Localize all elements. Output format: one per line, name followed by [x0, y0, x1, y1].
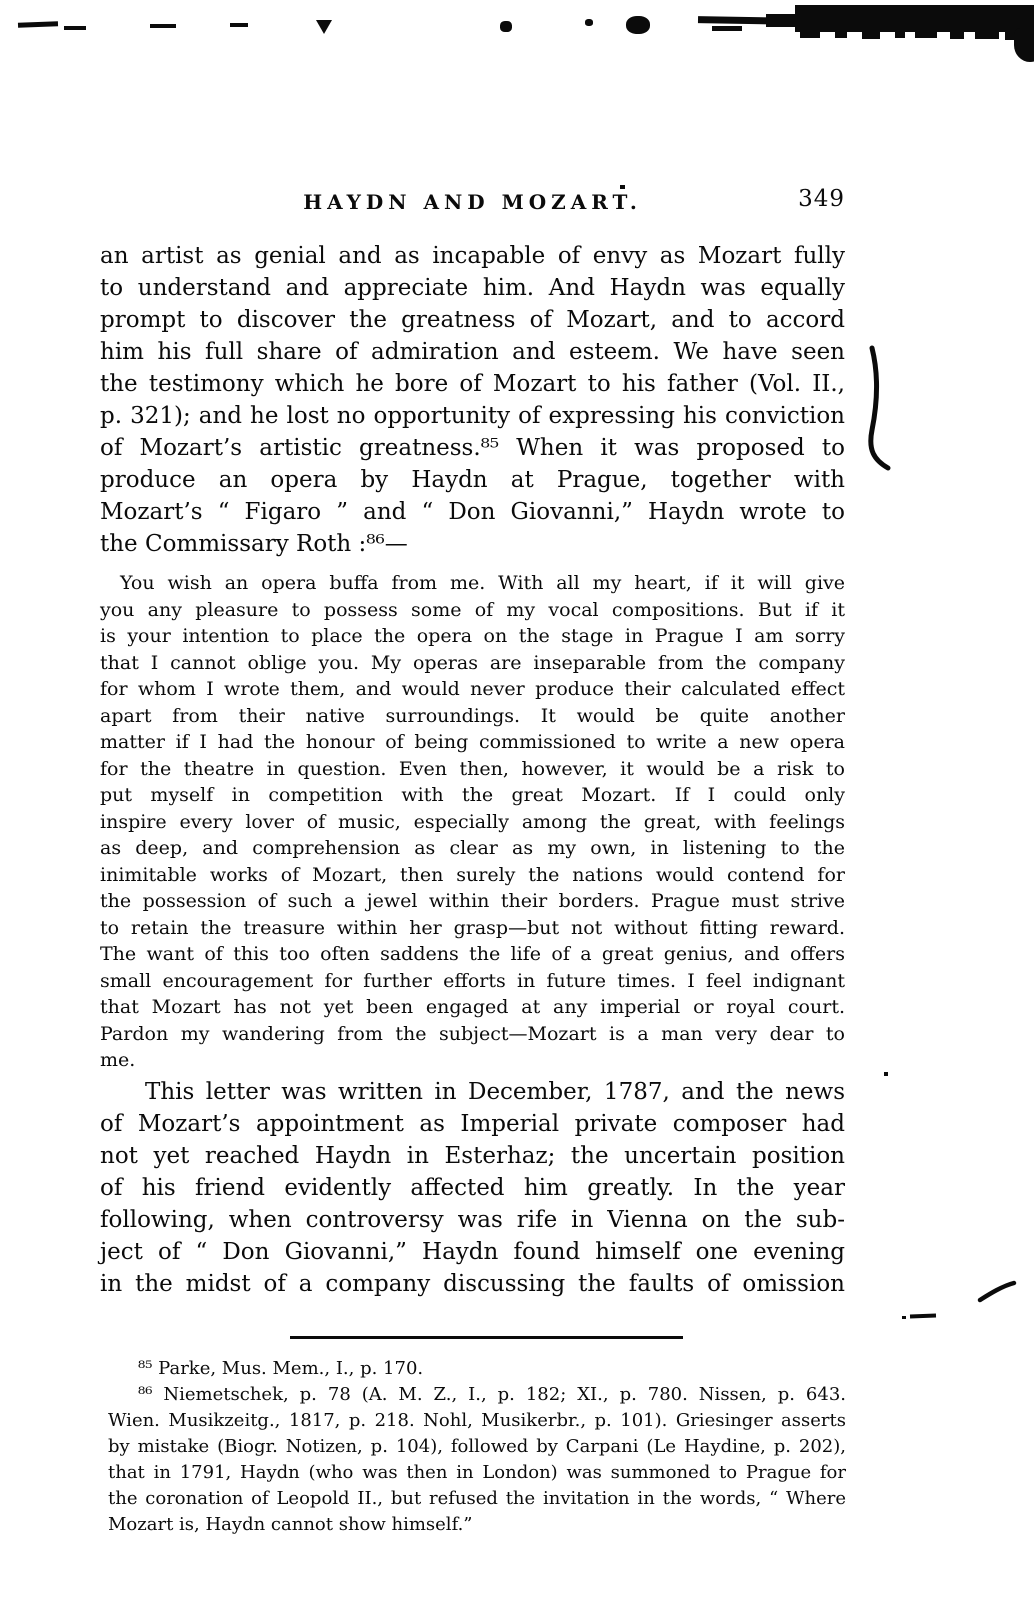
scan-artifact [316, 20, 332, 34]
text-line: of Mozart’s artistic greatness.⁸⁵ When it was proposed to [100, 435, 845, 461]
text-line: to understand and appreciate him. And Haydn was equally [100, 275, 845, 301]
text-line: as deep, and comprehension as clear as my own, in listening to the [100, 837, 845, 859]
pen-check-mark [972, 1276, 1022, 1306]
text-line: put myself in competition with the great Mozart. If I could only [100, 784, 845, 806]
text-line: ject of “ Don Giovanni,” Haydn found himself one evening [100, 1239, 845, 1265]
page-number: 349 [798, 186, 845, 212]
scan-artifact-band [795, 5, 1034, 32]
text-line: This letter was written in December, 1787, and the news [145, 1079, 845, 1105]
text-line: apart from their native surroundings. It would be quite another [100, 704, 845, 727]
text-line: of his friend evidently affected him greatly. In the year [100, 1175, 845, 1201]
scan-artifact [230, 23, 248, 27]
scan-artifact [950, 32, 964, 39]
text-line: inimitable works of Mozart, then surely the nations would contend for [100, 863, 845, 886]
scan-artifact [800, 30, 820, 38]
text-line: you any pleasure to possess some of my vocal compositions. But if it [100, 598, 845, 621]
text-line: for whom I wrote them, and would never produce their calculated effect [100, 678, 845, 700]
text-line: the testimony which he bore of Mozart to his father (Vol. II., [100, 371, 845, 397]
text-line: the coronation of Leopold II., but refused the invitation in the words, “ Where [108, 1488, 846, 1509]
scan-artifact [862, 30, 880, 39]
text-line: Mozart is, Haydn cannot show himself.” [108, 1514, 473, 1535]
scan-artifact [884, 1072, 888, 1076]
text-line: me. [100, 1049, 136, 1071]
text-line: Pardon my wandering from the subject—Mozart is a man very dear to [100, 1022, 845, 1045]
text-line: the possession of such a jewel within their borders. Prague must strive [100, 890, 845, 912]
text-line: that I cannot oblige you. My operas are inseparable from the company [100, 651, 845, 674]
text-line: in the midst of a company discussing the faults of omission [100, 1271, 845, 1297]
text-line: ⁸⁵ Parke, Mus. Mem., I., p. 170. [138, 1358, 424, 1379]
footnote-separator [290, 1336, 683, 1339]
scan-artifact [895, 31, 905, 38]
scan-artifact [500, 21, 512, 32]
letter-blockquote [100, 570, 845, 1074]
running-head [100, 186, 845, 220]
page-title: HAYDN AND MOZART. [303, 190, 642, 214]
text-line: prompt to discover the greatness of Mozart, and to accord [100, 307, 845, 333]
text-line: that Mozart has not yet been engaged at any imperial or royal court. [100, 996, 845, 1018]
scan-artifact [620, 185, 625, 189]
scan-artifact [1014, 28, 1034, 62]
scan-artifact [910, 1314, 936, 1319]
text-line: that in 1791, Haydn (who was then in London) was summoned to Prague for [108, 1462, 846, 1483]
text-line: p. 321); and he lost no opportunity of expressing his conviction [100, 403, 845, 429]
text-line: is your intention to place the opera on the stage in Prague I am sorry [100, 625, 845, 647]
text-line: of Mozart’s appointment as Imperial private composer had [100, 1111, 845, 1137]
text-line: ⁸⁶ Niemetschek, p. 78 (A. M. Z., I., p. 182; XI., p. 780. Nissen, p. 643. [138, 1384, 846, 1405]
body-paragraph [100, 240, 845, 560]
scan-artifact [64, 26, 86, 30]
margin-pen-mark [858, 338, 902, 474]
scan-artifact [902, 1316, 906, 1319]
text-line: following, when controversy was rife in Vienna on the sub- [100, 1207, 845, 1233]
text-line: You wish an opera buffa from me. With all my heart, if it will give [120, 572, 845, 594]
scan-artifact [915, 30, 937, 38]
text-line: Mozart’s “ Figaro ” and “ Don Giovanni,” Haydn wrote to [100, 499, 845, 525]
text-line: inspire every lover of music, especially among the great, with feelings [100, 810, 845, 833]
scan-artifact [150, 24, 176, 28]
scan-artifact [585, 19, 593, 26]
text-line: for the theatre in question. Even then, however, it would be a risk to [100, 757, 845, 780]
scan-artifact [975, 30, 999, 39]
text-line: the Commissary Roth :⁸⁶— [100, 531, 408, 557]
text-line: small encouragement for further efforts in future times. I feel indignant [100, 969, 845, 992]
text-line: The want of this too often saddens the life of a great genius, and offers [100, 943, 845, 965]
text-line: him his full share of admiration and esteem. We have seen [100, 339, 845, 365]
scan-artifact [626, 16, 650, 34]
text-line: not yet reached Haydn in Esterhaz; the uncertain position [100, 1143, 845, 1169]
footnote-section [108, 1356, 846, 1538]
scan-artifact [18, 21, 58, 27]
text-line: matter if I had the honour of being commissioned to write a new opera [100, 731, 845, 753]
text-line: to retain the treasure within her grasp—but not without fitting reward. [100, 916, 845, 939]
text-line: an artist as genial and as incapable of envy as Mozart fully [100, 243, 845, 269]
scan-artifact [712, 26, 742, 31]
text-line: produce an opera by Haydn at Prague, together with [100, 467, 845, 493]
text-line: Wien. Musikzeitg., 1817, p. 218. Nohl, Musikerbr., p. 101). Griesinger asserts [108, 1410, 846, 1431]
body-paragraph [100, 1076, 845, 1300]
text-line: by mistake (Biogr. Notizen, p. 104), followed by Carpani (Le Haydine, p. 202), [108, 1436, 846, 1457]
scan-artifact [835, 31, 847, 38]
